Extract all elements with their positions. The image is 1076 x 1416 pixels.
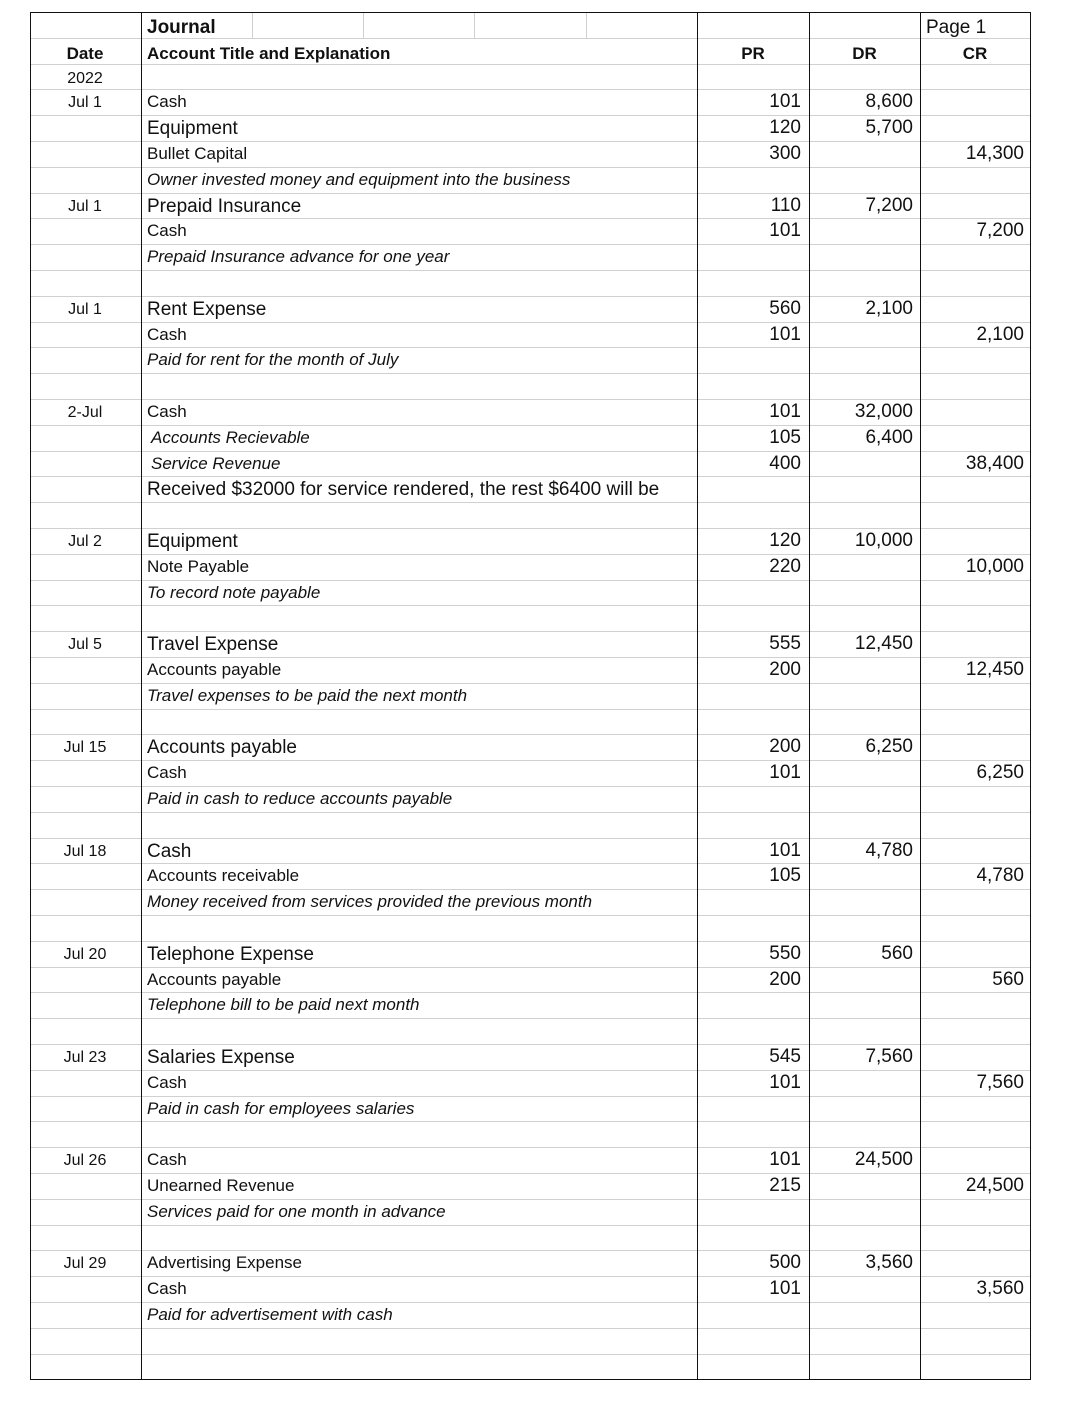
row-gridline [30,115,1030,116]
entry-date: 2-Jul [67,404,103,421]
entry-explanation: Paid in cash to reduce accounts payable [147,789,453,808]
account-title: Cash [147,221,187,240]
row-gridline [30,1354,1030,1355]
entry-date: Jul 23 [63,1049,107,1066]
credit-amount: 24,500 [965,1175,1024,1196]
table-border [30,12,1030,13]
account-title: Note Payable [147,557,250,576]
posting-reference: 101 [769,1149,801,1170]
posting-reference: 545 [769,1046,801,1067]
entry-explanation: Owner invested money and equipment into the business [147,170,571,189]
dr-column-header: DR [852,44,877,63]
row-gridline [30,941,1030,942]
account-title: Salaries Expense [147,1047,295,1068]
row-gridline [30,1328,1030,1329]
row-gridline [30,1121,1030,1122]
row-gridline [30,399,1030,400]
entry-date: Jul 5 [68,636,102,653]
debit-amount: 3,560 [865,1252,913,1273]
account-title: Cash [147,1150,187,1169]
posting-reference: 300 [769,143,801,164]
entry-date: Jul 1 [68,301,102,318]
account-title: Cash [147,92,187,111]
column-border [809,12,810,1379]
row-gridline [30,734,1030,735]
debit-amount: 560 [881,943,913,964]
posting-reference: 550 [769,943,801,964]
entry-explanation: Paid in cash for employees salaries [147,1099,415,1118]
debit-amount: 2,100 [865,298,913,319]
pr-column-header: PR [741,44,765,63]
account-title: Cash [147,841,192,862]
entry-date: Jul 1 [68,198,102,215]
row-gridline [30,915,1030,916]
debit-amount: 32,000 [854,401,913,422]
entry-explanation: Paid for rent for the month of July [147,350,399,369]
row-gridline [30,580,1030,581]
posting-reference: 120 [769,530,801,551]
row-gridline [30,1018,1030,1019]
account-title: Rent Expense [147,299,267,320]
date-column-header: Date [66,44,104,63]
row-gridline [30,322,1030,323]
account-title: Cash [147,402,187,421]
row-gridline [30,373,1030,374]
posting-reference: 101 [769,762,801,783]
row-gridline [30,1225,1030,1226]
entry-date: Jul 18 [63,843,107,860]
entry-explanation: Services paid for one month in advance [147,1202,446,1221]
posting-reference: 101 [769,220,801,241]
credit-amount: 14,300 [965,143,1024,164]
row-gridline [30,760,1030,761]
entry-explanation: Travel expenses to be paid the next month [147,686,468,705]
column-border [30,12,31,1379]
posting-reference: 101 [769,840,801,861]
row-gridline [30,528,1030,529]
header-gridline [363,12,364,38]
credit-amount: 560 [992,969,1024,990]
entry-date: Jul 20 [63,946,107,963]
row-gridline [30,270,1030,271]
entry-date: Jul 15 [63,739,107,756]
row-gridline [30,167,1030,168]
account-title: Accounts Recievable [151,428,310,447]
credit-amount: 4,780 [976,865,1024,886]
row-gridline [30,967,1030,968]
debit-amount: 4,780 [865,840,913,861]
row-gridline [30,1147,1030,1148]
posting-reference: 101 [769,91,801,112]
account-title: Accounts payable [147,660,282,679]
row-gridline [30,64,1030,65]
debit-amount: 12,450 [854,633,913,654]
account-title: Cash [147,1073,187,1092]
column-border [141,12,142,1379]
row-gridline [30,347,1030,348]
column-border [920,12,921,1379]
posting-reference: 101 [769,1072,801,1093]
row-gridline [30,218,1030,219]
posting-reference: 110 [770,195,801,216]
posting-reference: 555 [769,633,801,654]
credit-amount: 2,100 [976,324,1024,345]
account-title: Service Revenue [151,454,281,473]
posting-reference: 105 [769,865,801,886]
page-label: Page 1 [926,17,987,38]
row-gridline [30,244,1030,245]
account-title: Accounts payable [147,970,282,989]
row-gridline [30,863,1030,864]
journal-title: Journal [147,17,216,38]
account-title: Advertising Expense [147,1253,302,1272]
debit-amount: 6,400 [865,427,913,448]
debit-amount: 10,000 [854,530,913,551]
entry-date: Jul 1 [68,94,102,111]
account-title: Equipment [147,531,238,552]
posting-reference: 105 [769,427,801,448]
row-gridline [30,38,1030,39]
account-title: Equipment [147,118,238,139]
account-title: Cash [147,1279,187,1298]
column-border [697,12,698,1379]
posting-reference: 200 [769,736,801,757]
row-gridline [30,425,1030,426]
entry-date: Jul 2 [68,533,102,550]
entry-explanation: Received $32000 for service rendered, the rest $6400 will be [147,480,660,499]
credit-amount: 10,000 [965,556,1024,577]
row-gridline [30,502,1030,503]
row-gridline [30,1250,1030,1251]
debit-amount: 5,700 [865,117,913,138]
row-gridline [30,631,1030,632]
row-gridline [30,786,1030,787]
row-gridline [30,1070,1030,1071]
entry-explanation: Paid for advertisement with cash [147,1305,393,1324]
account-title: Accounts receivable [147,866,300,885]
entry-explanation: Prepaid Insurance advance for one year [147,247,450,266]
row-gridline [30,141,1030,142]
entry-date: Jul 29 [63,1255,107,1272]
debit-amount: 24,500 [854,1149,913,1170]
account-title: Prepaid Insurance [147,196,302,217]
account-title: Bullet Capital [147,144,248,163]
row-gridline [30,1302,1030,1303]
header-gridline [586,12,587,38]
row-gridline [30,657,1030,658]
row-gridline [30,554,1030,555]
row-gridline [30,1276,1030,1277]
table-border [30,1379,1031,1380]
year-label: 2022 [67,70,103,87]
entry-explanation: To record note payable [147,583,321,602]
posting-reference: 200 [769,969,801,990]
account-title: Cash [147,763,187,782]
column-border [1030,12,1031,1379]
row-gridline [30,193,1030,194]
credit-amount: 7,200 [976,220,1024,241]
cr-column-header: CR [962,44,988,63]
account-column-header: Account Title and Explanation [147,44,391,63]
row-gridline [30,476,1030,477]
row-gridline [30,89,1030,90]
row-gridline [30,838,1030,839]
posting-reference: 101 [769,401,801,422]
posting-reference: 101 [769,1278,801,1299]
account-title: Unearned Revenue [147,1176,295,1195]
row-gridline [30,296,1030,297]
credit-amount: 6,250 [976,762,1024,783]
posting-reference: 215 [769,1175,801,1196]
account-title: Travel Expense [147,634,279,655]
debit-amount: 7,200 [865,195,913,216]
row-gridline [30,1173,1030,1174]
posting-reference: 200 [769,659,801,680]
entry-date: Jul 26 [63,1152,107,1169]
row-gridline [30,889,1030,890]
debit-amount: 8,600 [865,91,913,112]
debit-amount: 7,560 [865,1046,913,1067]
posting-reference: 101 [769,324,801,345]
entry-explanation: Telephone bill to be paid next month [147,995,420,1014]
posting-reference: 400 [769,453,801,474]
row-gridline [30,683,1030,684]
credit-amount: 3,560 [976,1278,1024,1299]
row-gridline [30,1199,1030,1200]
row-gridline [30,451,1030,452]
posting-reference: 500 [769,1252,801,1273]
credit-amount: 38,400 [965,453,1024,474]
row-gridline [30,992,1030,993]
posting-reference: 220 [769,556,801,577]
row-gridline [30,1044,1030,1045]
posting-reference: 560 [769,298,801,319]
credit-amount: 12,450 [965,659,1024,680]
entry-explanation: Money received from services provided the previous month [147,892,593,911]
row-gridline [30,812,1030,813]
account-title: Accounts payable [147,737,297,758]
debit-amount: 6,250 [865,736,913,757]
posting-reference: 120 [769,117,801,138]
account-title: Cash [147,325,187,344]
row-gridline [30,709,1030,710]
header-gridline [474,12,475,38]
row-gridline [30,605,1030,606]
row-gridline [30,1096,1030,1097]
credit-amount: 7,560 [976,1072,1024,1093]
account-title: Telephone Expense [147,944,314,965]
header-gridline [252,12,253,38]
